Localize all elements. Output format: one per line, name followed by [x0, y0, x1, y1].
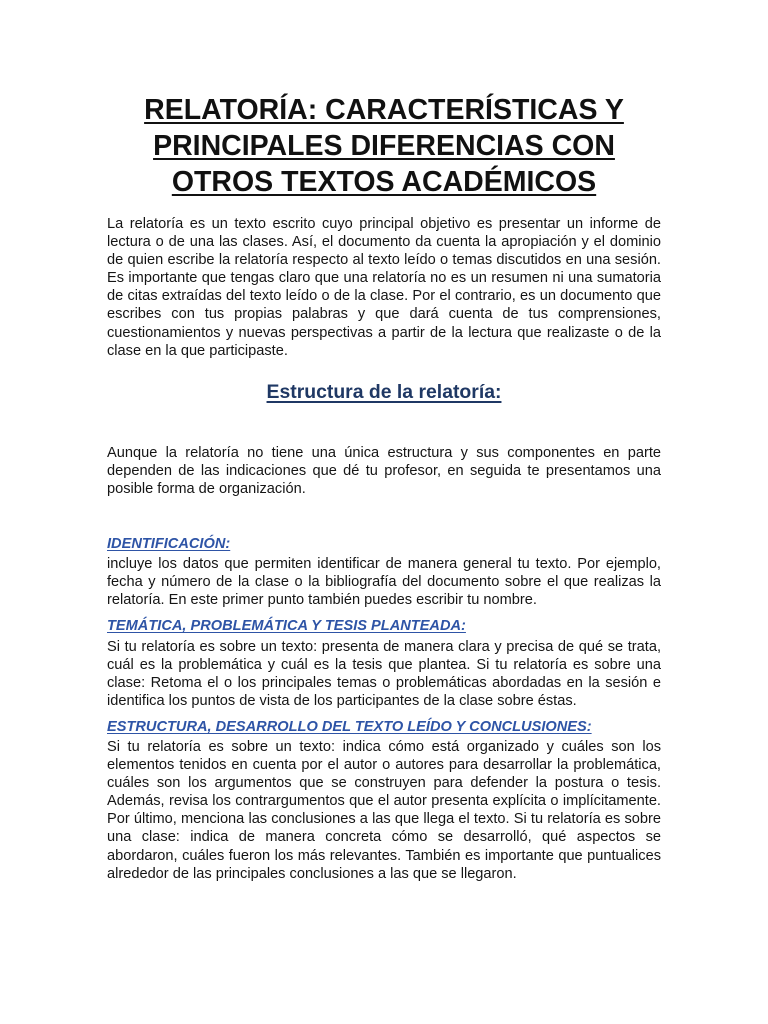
section-body-identificacion: incluye los datos que permiten identificar de manera general tu texto. Por ejemplo, fecha y número de la clase o la bibliografía del documento sobre el que realizas la relatoría. En este primer punto también puedes escribir tu nombre.: [107, 556, 661, 609]
title-line-1: RELATORÍA: CARACTERÍSTICAS Y: [144, 94, 624, 126]
section-heading-tematica: TEMÁTICA, PROBLEMÁTICA Y TESIS PLANTEADA:: [107, 618, 466, 635]
title-line-3: OTROS TEXTOS ACADÉMICOS: [171, 166, 597, 198]
section-heading-estructura: ESTRUCTURA, DESARROLLO DEL TEXTO LEÍDO Y CONCLUSIONES:: [107, 718, 592, 735]
intro-paragraph: La relatoría es un texto escrito cuyo principal objetivo es presentar un informe de lectura o de una las clases. Así, el documento da cuenta la apropiación y el dominio de quien escribe la relatoría respecto al texto leído o temas discutidos en una sesión. Es importante que tengas claro que una relatoría no es un resumen ni una sumatoria de citas extraídas del texto leído o de la clase. Por el contrario, es un documento que escribes con tus propias palabras y que dará cuenta de tus comprensiones, cuestionamientos y nuevas perspectivas a partir de la lectura que realizaste o de la clase en la que participaste.: [107, 216, 661, 359]
structure-heading: Estructura de la relatoría:: [266, 380, 502, 403]
document-page: [107, 92, 661, 883]
title-line-2: PRINCIPALES DIFERENCIAS CON: [153, 130, 615, 162]
document-title: [107, 92, 661, 200]
section-body-estructura: Si tu relatoría es sobre un texto: indica cómo está organizado y cuáles son los elementos tenidos en cuenta por el autor o autores para desarrollar la problemática, cuáles son los argumentos que se construyen para defender la postura o tesis. Además, revisa los contrargumentos que el autor presenta explícita o implícitamente. Por último, menciona las conclusiones a las que llega el texto. Si tu relatoría es sobre una clase: indica de manera concreta cómo se desarrolló, qué aspectos se abordaron, cuáles fueron los más relevantes. También es importante que puntualices alrededor de las principales conclusiones a las que se llegaron.: [107, 738, 661, 882]
section-body-tematica: Si tu relatoría es sobre un texto: presenta de manera clara y precisa de qué se trata, cuál es la problemática y cuál es la tesis que plantea. Si tu relatoría es sobre una clase: Retoma el o los principales temas o problemáticas abordadas en la sesión e identifica los puntos de vista de los participantes de la clase sobre éstas.: [107, 638, 661, 709]
section-heading-identificacion: IDENTIFICACIÓN:: [107, 536, 231, 553]
structure-intro-paragraph: Aunque la relatoría no tiene una única estructura y sus componentes en parte dependen de las indicaciones que dé tu profesor, en seguida te presentamos una posible forma de organización.: [107, 444, 661, 497]
